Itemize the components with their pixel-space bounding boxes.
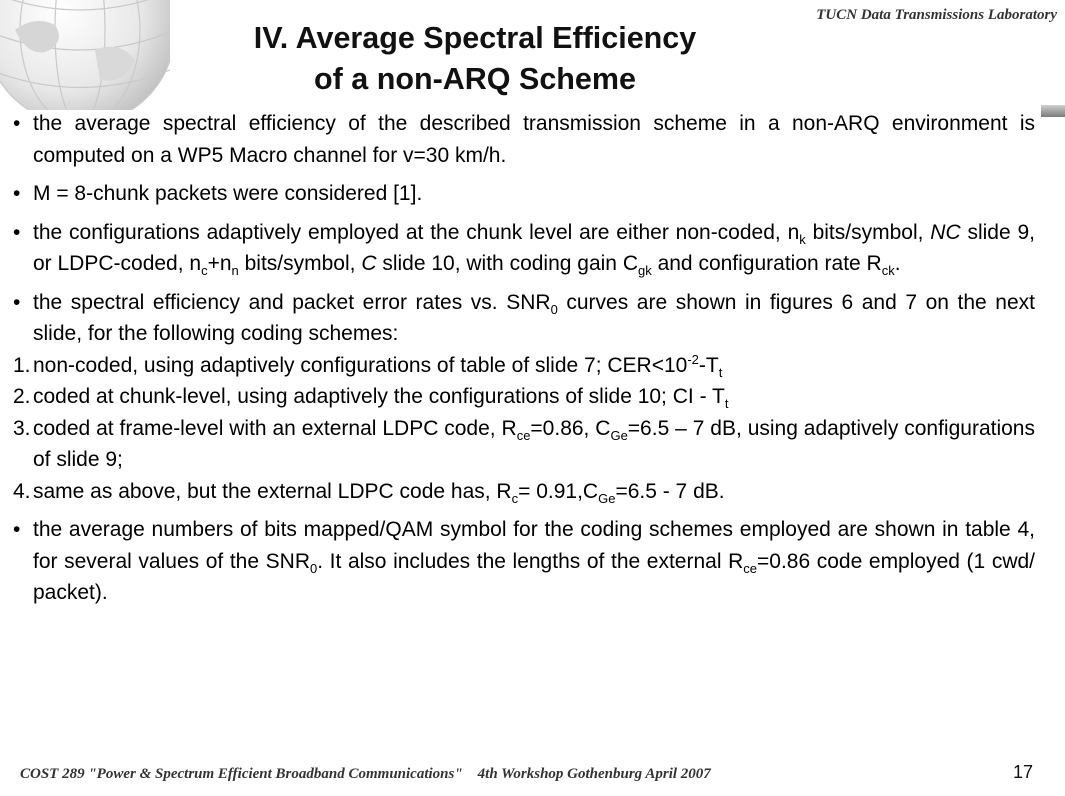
subscript: 0 — [550, 301, 558, 317]
slide-content — [13, 108, 1035, 609]
title-line-1: IV. Average Spectral Efficiency — [253, 21, 697, 55]
text-run: non-coded, using adaptively configurations of table of slide 7; CER<10 — [33, 353, 688, 377]
subscript: 0 — [310, 560, 318, 576]
bullet-item — [13, 514, 1035, 609]
globe-logo — [0, 0, 170, 110]
text-run: =6.5 - 7 dB. — [615, 479, 725, 503]
numbered-item — [13, 381, 1035, 413]
subscript: ce — [743, 560, 757, 576]
text-run: +n — [207, 252, 232, 275]
subscript: ce — [516, 427, 531, 443]
slide-title — [170, 18, 780, 100]
superscript: -2 — [687, 351, 699, 367]
text-run: the spectral efficiency and packet error rates vs. SNR — [33, 290, 551, 314]
italic-term: C — [361, 252, 377, 275]
numbered-item — [13, 350, 1035, 382]
text-run: . It also includes the lengths of the external R — [317, 549, 744, 573]
bullet-text: the average spectral efficiency of the described transmission scheme in a non-ARQ environment is computed on a WP5 Macro channel for v=30 km/h. — [33, 112, 1035, 167]
text-run: slide 10, with coding gain C — [376, 252, 638, 275]
bullet-marker: • — [13, 290, 21, 314]
text-run: coded at chunk-level, using adaptively the configurations of slide 10; CI - T — [33, 385, 725, 408]
text-run: =6.5 – 7 dB, using adaptively configurations of slide 9; — [33, 416, 1035, 471]
subscript: k — [799, 231, 806, 247]
item-number: 3. — [13, 416, 31, 440]
text-run: same as above, but the external LDPC code has, R — [33, 479, 512, 503]
subscript: n — [231, 263, 239, 279]
bullet-item — [13, 178, 1035, 210]
text-run: . — [894, 252, 901, 275]
decorative-tab — [1041, 105, 1065, 117]
bullet-marker: • — [13, 518, 21, 541]
subscript: gk — [638, 263, 652, 279]
item-number: 2. — [13, 385, 31, 408]
subscript: t — [724, 396, 729, 412]
text-run: the average numbers of bits mapped/QAM symbol for the coding schemes employed are shown in table 4, for several values of the SNR — [33, 518, 1035, 573]
bullet-item — [13, 287, 1035, 350]
title-line-2: of a non-ARQ Scheme — [314, 62, 636, 96]
bullet-marker: • — [13, 182, 21, 205]
subscript: ck — [881, 263, 895, 279]
subscript: Ge — [598, 490, 616, 506]
bullet-marker: • — [13, 112, 21, 135]
bullet-item — [13, 217, 1035, 280]
subscript: c — [201, 263, 208, 279]
lab-name: TUCN Data Transmissions Laboratory — [816, 7, 1057, 23]
text-run: and configuration rate R — [651, 252, 882, 275]
page-number: 17 — [1012, 762, 1033, 782]
text-run: -T — [698, 353, 719, 377]
item-number: 1. — [13, 353, 31, 377]
item-number: 4. — [13, 479, 31, 503]
subscript: Ge — [610, 427, 628, 443]
numbered-item — [13, 413, 1035, 476]
text-run: =0.86 code employed (1 cwd/ packet). — [33, 549, 1036, 604]
text-run: curves are shown in figures 6 and 7 on the next slide, for the following coding schemes: — [33, 290, 1035, 345]
text-run: coded at frame-level with an external LDPC code, R — [33, 416, 517, 440]
text-run: =0.86, C — [530, 416, 611, 440]
bullet-marker: • — [13, 220, 21, 244]
text-run: = 0.91,C — [518, 479, 599, 503]
subscript: c — [511, 490, 519, 506]
subscript: t — [718, 364, 723, 380]
bullet-item — [13, 108, 1035, 171]
text-run: bits/symbol, — [238, 252, 362, 275]
italic-term: NC — [930, 220, 961, 244]
text-run: bits/symbol, — [805, 220, 931, 244]
text-run: slide 9, or LDPC-coded, n — [33, 220, 1035, 275]
footer-text: COST 289 "Power & Spectrum Efficient Broadband Communications" 4th Workshop Gothenburg April 2007 — [20, 766, 711, 782]
text-run: the configurations adaptively employed at the chunk level are either non-coded, n — [33, 220, 800, 244]
numbered-item — [13, 476, 1035, 508]
bullet-text: M = 8-chunk packets were considered [1]. — [33, 182, 423, 205]
